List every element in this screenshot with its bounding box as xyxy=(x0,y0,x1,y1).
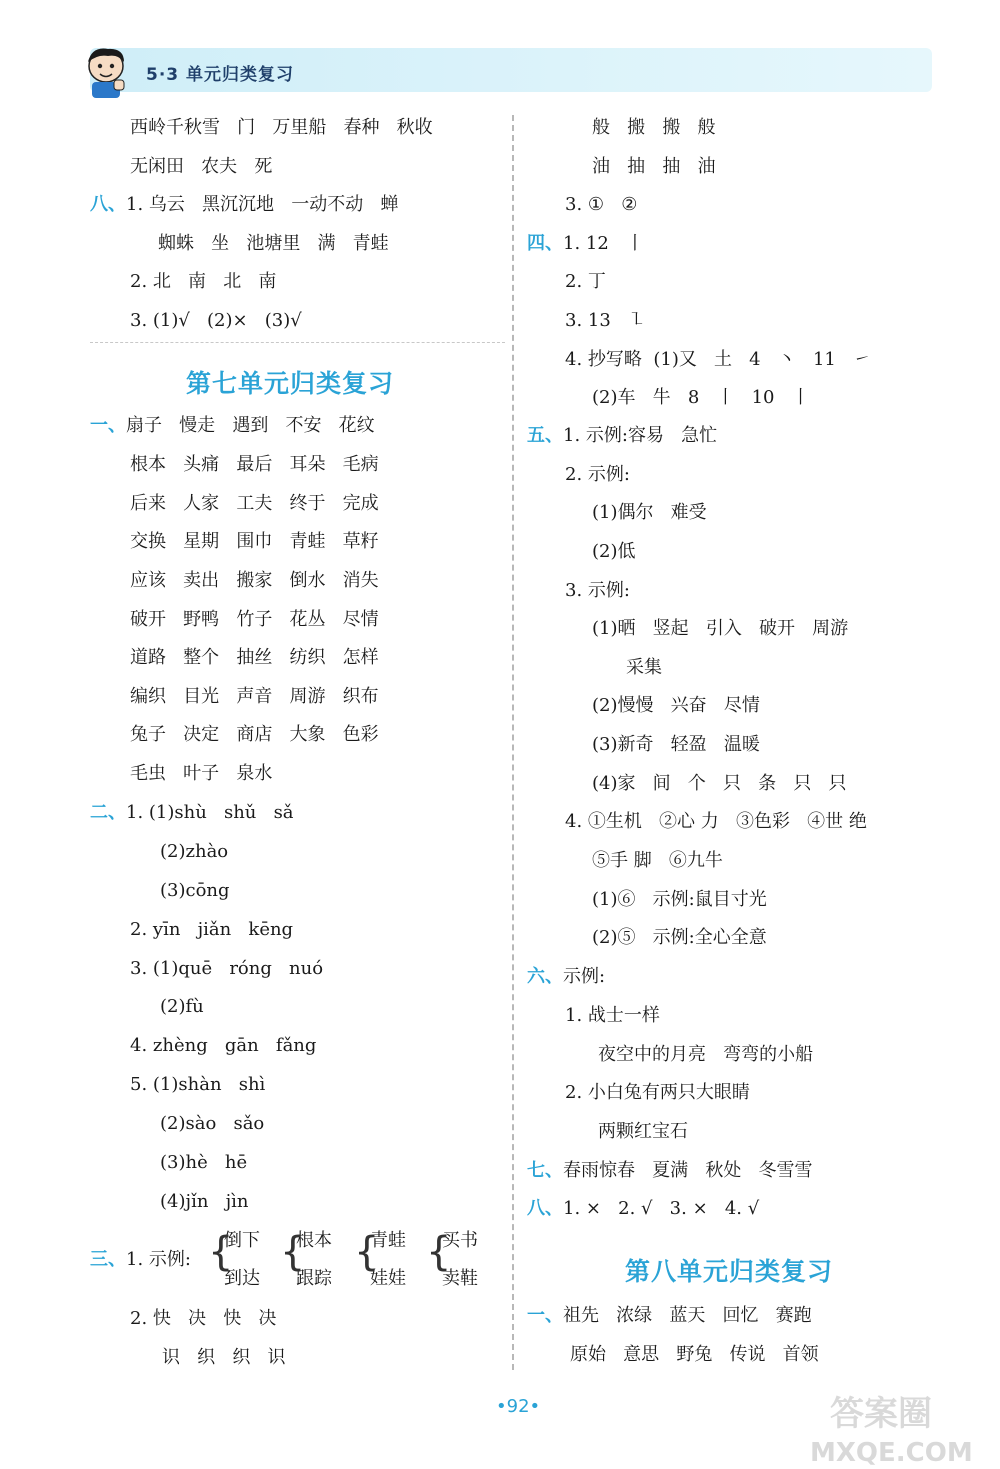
right-line xyxy=(565,309,646,333)
brace-2: { xyxy=(280,1229,306,1275)
column-divider xyxy=(512,115,514,1370)
answer-text: 到达 xyxy=(224,1268,260,1289)
answer-text: (2)慢慢 兴奋 尽情 xyxy=(592,695,760,716)
section-marker: 八、 xyxy=(527,1198,563,1219)
answer-text: 西岭千秋雪 门 万里船 春种 秋收 xyxy=(130,117,433,138)
answer-text: 兔子 决定 商店 大象 色彩 xyxy=(130,724,379,745)
answer-text: 编织 目光 声音 周游 织布 xyxy=(130,686,379,707)
answer-text: 识 织 织 识 xyxy=(162,1347,286,1368)
left-line xyxy=(160,840,228,864)
answer-text: 道路 整个 抽丝 纺织 怎样 xyxy=(130,647,379,668)
left-line xyxy=(90,801,294,825)
left-line xyxy=(160,1190,249,1214)
answer-text: 1. (1)shù shǔ sǎ xyxy=(126,802,294,823)
right-line xyxy=(592,849,723,873)
answer-text: (3)hè hē xyxy=(160,1152,248,1173)
section-marker: 六、 xyxy=(527,966,563,987)
right-line xyxy=(527,1197,759,1221)
answer-text: 破开 野鸭 竹子 花丛 尽情 xyxy=(130,609,379,630)
right-line xyxy=(565,193,637,217)
right-line xyxy=(592,386,810,410)
answer-text: 蜘蛛 坐 池塘里 满 青蛙 xyxy=(158,233,389,254)
answer-text: 4. ①生机 ②心 力 ③色彩 ④世 绝 xyxy=(565,811,867,832)
watermark-top-text: 答案圈 xyxy=(830,1394,932,1434)
left-line xyxy=(130,270,276,294)
answer-text: 跟踪 xyxy=(296,1268,332,1289)
right-line xyxy=(565,810,867,834)
answer-text: 根本 xyxy=(296,1230,332,1251)
left-line xyxy=(130,116,433,140)
left-line xyxy=(160,1151,247,1175)
answer-text: 5. (1)shàn shì xyxy=(130,1074,266,1095)
left-line xyxy=(130,453,379,477)
answer-text: 青蛙 xyxy=(370,1230,406,1251)
answer-text: 3. ① ② xyxy=(565,194,638,215)
right-line xyxy=(565,579,630,603)
right-line xyxy=(527,965,605,989)
answer-text: 后来 人家 工夫 终于 完成 xyxy=(130,493,379,514)
answer-text: (3)cōng xyxy=(160,880,230,901)
answer-text: 祖先 浓绿 蓝天 回忆 赛跑 xyxy=(563,1305,812,1326)
answer-text: 2. yīn jiǎn kēng xyxy=(130,919,294,940)
answer-text: 油 抽 抽 油 xyxy=(592,156,716,177)
left-line xyxy=(130,685,379,709)
right-line xyxy=(592,116,716,140)
answer-text: ⑤手 脚 ⑥九牛 xyxy=(592,850,723,871)
answer-text: 无闲田 农夫 死 xyxy=(130,156,273,177)
left-line xyxy=(130,309,302,333)
right-line xyxy=(527,424,717,448)
left-line xyxy=(130,608,379,632)
answer-text: 2. 快 决 快 决 xyxy=(130,1308,277,1329)
left-line xyxy=(158,232,389,256)
left-line xyxy=(90,1248,191,1272)
right-line xyxy=(592,694,760,718)
answer-text: 夜空中的月亮 弯弯的小船 xyxy=(598,1044,814,1065)
answer-text: 3. 示例: xyxy=(565,580,630,601)
answer-text: 2. 小白兔有两只大眼睛 xyxy=(565,1082,750,1103)
answer-text: (2)zhào xyxy=(160,841,229,862)
right-line xyxy=(592,155,716,179)
right-line xyxy=(592,888,767,912)
answer-text: 般 搬 搬 般 xyxy=(592,117,716,138)
answer-text: 4. 抄写略 (1)又 土 4 丶 11 ㇀ xyxy=(565,349,872,370)
left-line xyxy=(130,1034,316,1058)
right-line xyxy=(527,1159,813,1183)
answer-text: 两颗红宝石 xyxy=(598,1121,688,1142)
answer-text: 1. 12 丨 xyxy=(563,233,644,254)
answer-text: (1)晒 竖起 引入 破开 周游 xyxy=(592,618,849,639)
answer-text: (4)家 间 个 只 条 只 只 xyxy=(592,773,847,794)
unit-heading: 第八单元归类复习 xyxy=(625,1257,834,1286)
right-line xyxy=(565,348,871,372)
answer-text: (2)sào sǎo xyxy=(160,1113,265,1134)
right-line xyxy=(565,270,606,294)
answer-text: (1)偶尔 难受 xyxy=(592,502,707,523)
right-line xyxy=(565,1081,750,1105)
answer-text: 交换 星期 围巾 青蛙 草籽 xyxy=(130,531,379,552)
left-line xyxy=(130,155,272,179)
left-line xyxy=(130,492,379,516)
right-line xyxy=(592,926,767,950)
left-line xyxy=(130,723,379,747)
left-line xyxy=(130,1307,276,1331)
right-line xyxy=(570,1343,819,1367)
right-line xyxy=(592,540,636,564)
left-line xyxy=(162,1346,286,1370)
left-line xyxy=(160,995,204,1019)
right-line xyxy=(565,1004,660,1028)
right-line xyxy=(592,733,760,757)
answer-text: 1. × 2. √ 3. × 4. √ xyxy=(563,1198,760,1219)
watermark-bottom-text: MXQE.COM xyxy=(810,1438,973,1467)
answer-text: 3. 13 ㇅ xyxy=(565,310,646,331)
right-line xyxy=(592,617,848,641)
section-marker: 四、 xyxy=(527,233,563,254)
left-line xyxy=(130,762,272,786)
left-line xyxy=(130,918,293,942)
answer-text: 示例: xyxy=(563,966,606,987)
left-line xyxy=(130,957,323,981)
answer-text: 倒下 xyxy=(224,1230,260,1251)
section-marker: 一、 xyxy=(90,415,126,436)
answer-text: 1. 乌云 黑沉沉地 一动不动 蝉 xyxy=(126,194,399,215)
section-marker: 七、 xyxy=(527,1160,563,1181)
answer-text: 2. 丁 xyxy=(565,271,606,292)
answer-text: (2)低 xyxy=(592,541,636,562)
section-marker: 三、 xyxy=(90,1249,126,1270)
right-line xyxy=(598,1120,688,1144)
brace-4: { xyxy=(426,1229,452,1275)
answer-text: 卖鞋 xyxy=(442,1268,478,1289)
answer-text: 3. (1)quē róng nuó xyxy=(130,958,324,979)
section-marker: 二、 xyxy=(90,802,126,823)
answer-text: 春雨惊春 夏满 秋处 冬雪雪 xyxy=(563,1160,813,1181)
right-line xyxy=(527,1304,812,1328)
answer-text: 应该 卖出 搬家 倒水 消失 xyxy=(130,570,379,591)
section-marker: 五、 xyxy=(527,425,563,446)
answer-text: 根本 头痛 最后 耳朵 毛病 xyxy=(130,454,379,475)
answer-text: 1. 示例: xyxy=(126,1249,191,1270)
left-line xyxy=(90,414,375,438)
answer-text: 原始 意思 野兔 传说 首领 xyxy=(570,1344,819,1365)
answer-text: 2. 北 南 北 南 xyxy=(130,271,277,292)
section-marker: 八、 xyxy=(90,194,126,215)
right-line xyxy=(592,501,707,525)
answer-text: 1. 示例:容易 急忙 xyxy=(563,425,718,446)
answer-text: 采集 xyxy=(626,657,662,678)
right-line xyxy=(565,463,630,487)
answer-text: (1)⑥ 示例:鼠目寸光 xyxy=(592,889,767,910)
answer-text: 毛虫 叶子 泉水 xyxy=(130,763,273,784)
right-line xyxy=(527,232,644,256)
answer-text: 1. 战士一样 xyxy=(565,1005,660,1026)
answer-text: 扇子 慢走 遇到 不安 花纹 xyxy=(126,415,375,436)
boy-mascot-icon xyxy=(78,44,138,100)
section-divider xyxy=(90,342,505,343)
left-line xyxy=(160,879,230,903)
unit-heading: 第七单元归类复习 xyxy=(186,369,395,398)
answer-text: 4. zhèng gān fǎng xyxy=(130,1035,317,1056)
left-line xyxy=(130,530,379,554)
watermark-logo xyxy=(770,1385,995,1467)
answer-text: (4)jǐn jìn xyxy=(160,1191,249,1212)
answer-text: 3. (1)√ (2)× (3)√ xyxy=(130,310,302,331)
left-line xyxy=(160,1112,264,1136)
answer-text: 2. 示例: xyxy=(565,464,630,485)
left-line xyxy=(130,569,379,593)
right-line xyxy=(626,656,662,680)
header-title: 5·3 单元归类复习 xyxy=(146,65,295,85)
left-line xyxy=(130,646,379,670)
left-line xyxy=(130,1073,265,1097)
answer-text: (2)fù xyxy=(160,996,204,1017)
right-line xyxy=(592,772,847,796)
brace-3: { xyxy=(354,1229,380,1275)
right-line xyxy=(598,1043,813,1067)
left-line xyxy=(90,193,398,217)
page-number: •92• xyxy=(496,1396,541,1417)
brace-1: { xyxy=(208,1229,234,1275)
answer-text: 娃娃 xyxy=(370,1268,406,1289)
answer-text: (2)⑤ 示例:全心全意 xyxy=(592,927,767,948)
answer-text: (3)新奇 轻盈 温暖 xyxy=(592,734,760,755)
section-marker: 一、 xyxy=(527,1305,563,1326)
answer-text: 买书 xyxy=(442,1230,478,1251)
answer-text: (2)车 牛 8 丨 10 丨 xyxy=(592,387,810,408)
